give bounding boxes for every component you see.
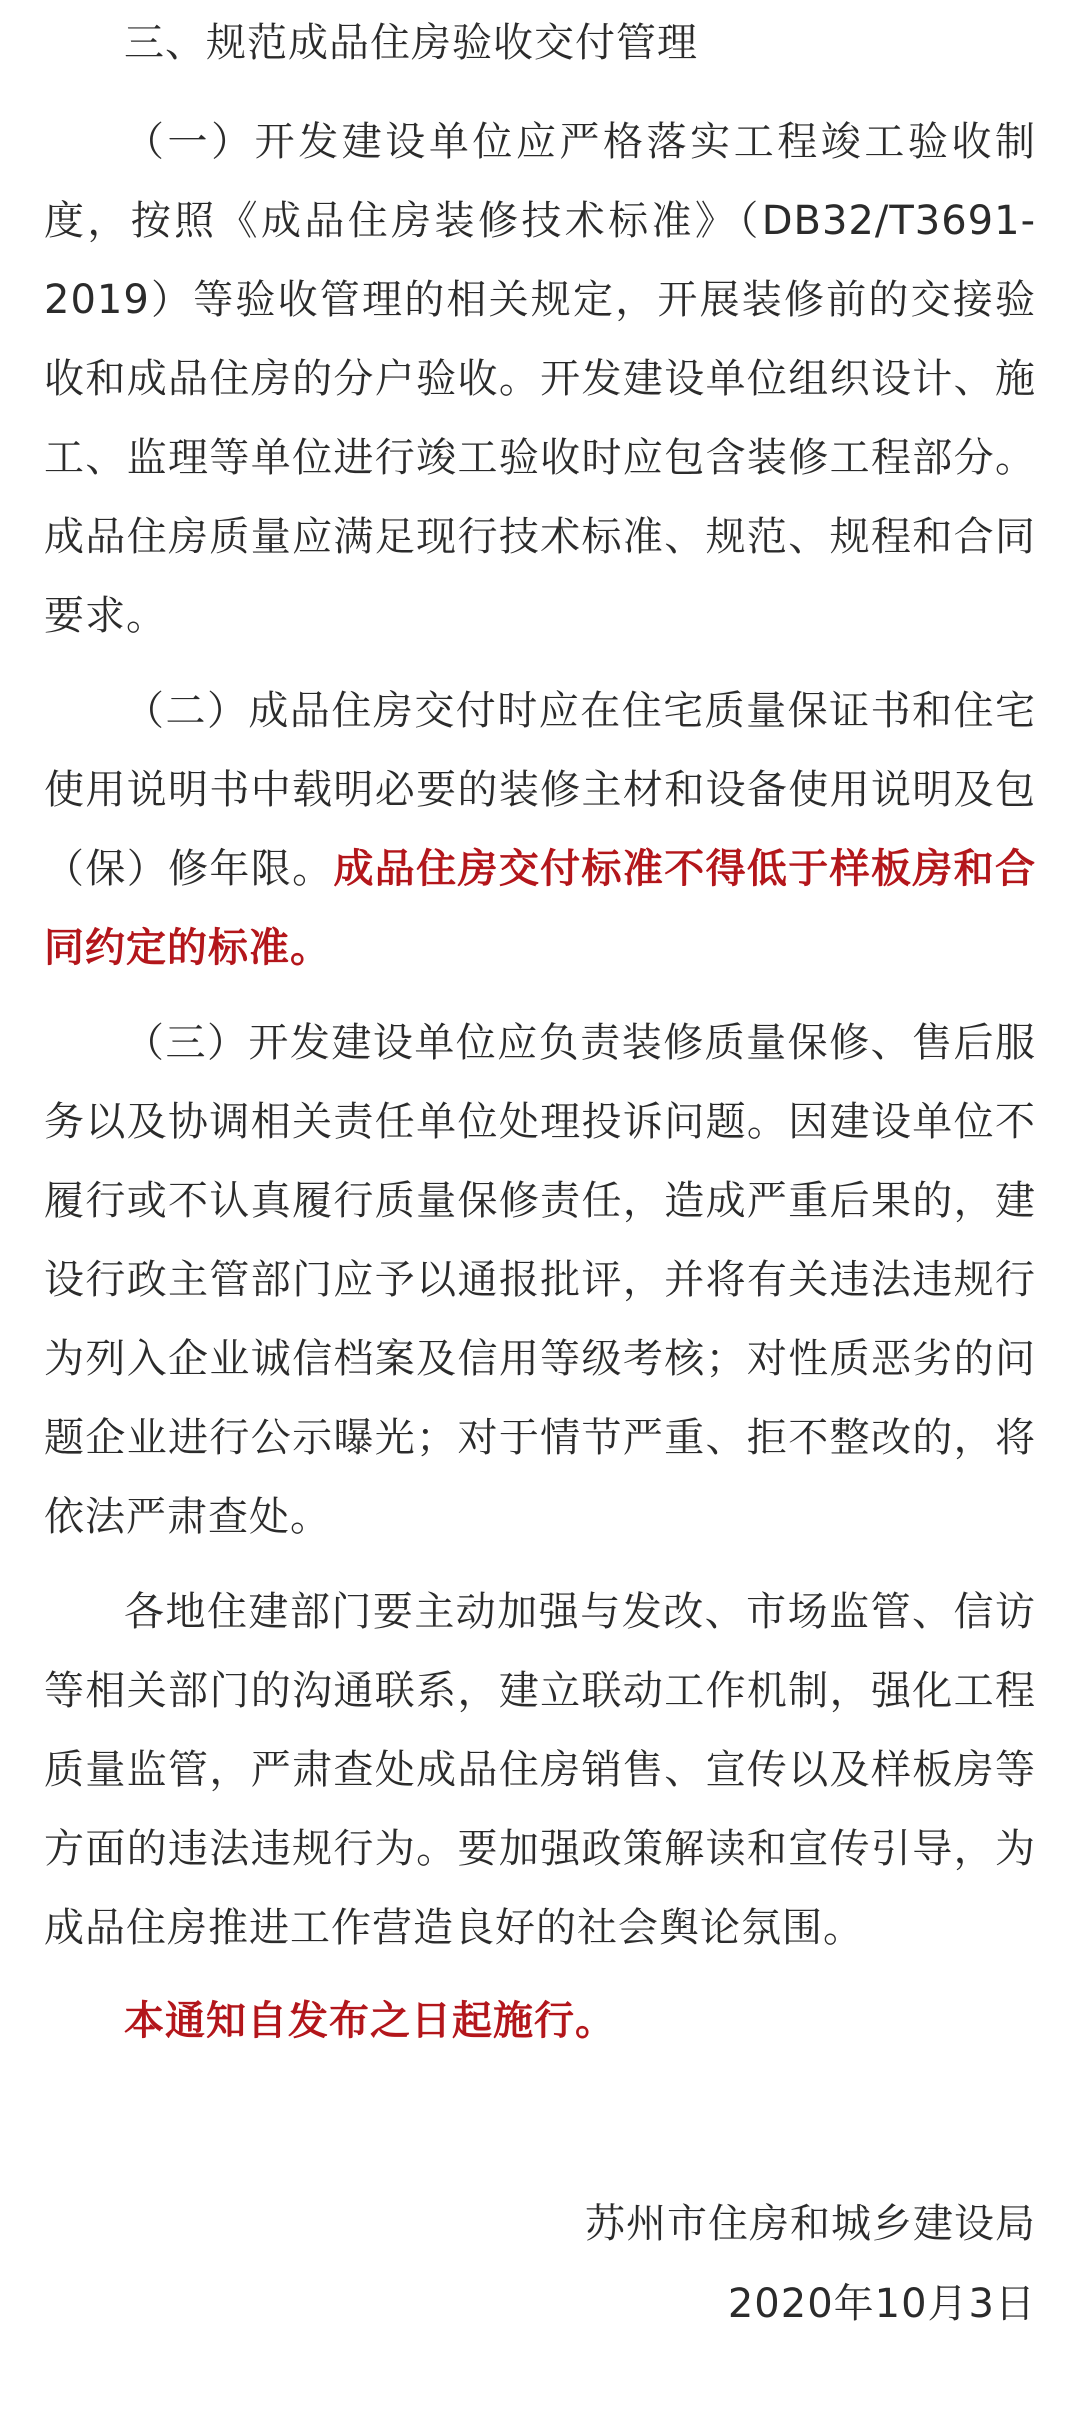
item-2-emphasis: 成品住房交付标准不得低于样板房和合同约定的标准。 [44, 846, 1037, 971]
document-body [44, 0, 1036, 2061]
paragraph-item-3: （三）开发建设单位应负责装修质量保修、售后服务以及协调相关责任单位处理投诉问题。因建设单位不履行或不认真履行质量保修责任，造成严重后果的，建设行政主管部门应予以通报批评，并将有关违法违规行为列入企业诚信档案及信用等级考核；对性质恶劣的问题企业进行公示曝光；对于情节严重、拒不整改的，将依法严肃查处。 [44, 1020, 1036, 1540]
signature-organization: 苏州市住房和城乡建设局 [585, 2201, 1036, 2247]
section-heading: 三、规范成品住房验收交付管理 [124, 20, 698, 66]
paragraph-closing: 各地住建部门要主动加强与发改、市场监管、信访等相关部门的沟通联系，建立联动工作机制，强化工程质量监管，严肃查处成品住房销售、宣传以及样板房等方面的违法违规行为。要加强政策解读和宣传引导，为成品住房推进工作营造良好的社会舆论氛围。 [44, 1589, 1036, 1951]
paragraph-item-1: （一）开发建设单位应严格落实工程竣工验收制度，按照《成品住房装修技术标准》（DB32/T3691-2019）等验收管理的相关规定，开展装修前的交接验收和成品住房的分户验收。开发建设单位组织设计、施工、监理等单位进行竣工验收时应包含装修工程部分。成品住房质量应满足现行技术标准、规范、规程和合同要求。 [44, 119, 1036, 639]
signature-date: 2020年10月3日 [727, 2281, 1036, 2327]
effective-notice: 本通知自发布之日起施行。 [124, 1998, 616, 2044]
item-2-text: （二）成品住房交付时应在住宅质量保证书和住宅使用说明书中载明必要的装修主材和设备使用说明及包（保）修年限。 [44, 688, 1036, 892]
paragraph-item-2 [44, 672, 1036, 988]
